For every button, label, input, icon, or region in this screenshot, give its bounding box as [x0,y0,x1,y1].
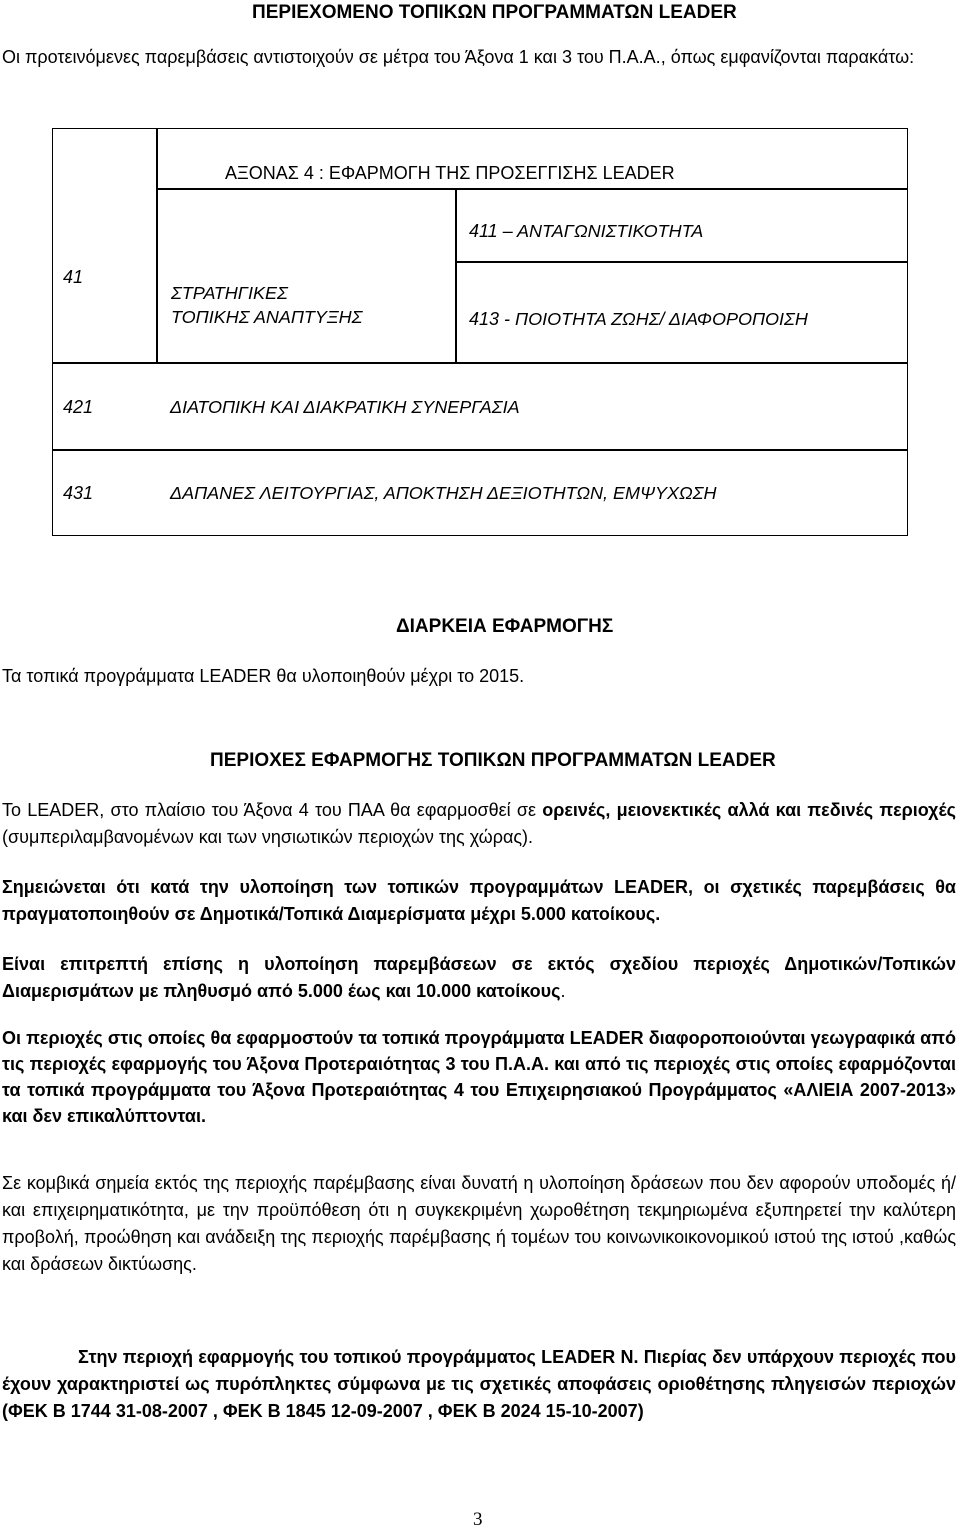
regions-paragraph-3: Είναι επιτρεπτή επίσης η υλοποίηση παρεμβάσεων σε εκτός σχεδίου περιοχές Δημοτικών/Τοπικών Διαμερισμάτων με πληθυσμό από 5.000 έως και 10.000 κατοίκους. [2,954,956,1001]
measure-421-label: ΔΙΑΤΟΠΙΚΗ ΚΑΙ ΔΙΑΚΡΑΤΙΚΗ ΣΥΝΕΡΓΑΣΙΑ [170,397,520,417]
regions-heading: ΠΕΡΙΟΧΕΣ ΕΦΑΡΜΟΓΗΣ ΤΟΠΙΚΩΝ ΠΡΟΓΡΑΜΜΑΤΩΝ LEADER [210,750,776,771]
measure-413: 413 - ΠΟΙΟΤΗΤΑ ΖΩΗΣ/ ΔΙΑΦΟΡΟΠΟΙΣΗ [469,309,808,329]
axis-header: ΑΞΟΝΑΣ 4 : ΕΦΑΡΜΟΓΗ ΤΗΣ ΠΡΟΣΕΓΓΙΣΗΣ LEADER [225,163,675,183]
duration-heading: ΔΙΑΡΚΕΙΑ ΕΦΑΡΜΟΓΗΣ [396,616,614,637]
page-number: 3 [473,1509,483,1530]
measure-code-421: 421 [63,397,94,417]
intro-paragraph: Οι προτεινόμενες παρεμβάσεις αντιστοιχούν σε μέτρα του Άξονα 1 και 3 του Π.Α.Α., όπως εμφανίζονται παρακάτω: [2,47,915,67]
measure-411: 411 – ΑΝΤΑΓΩΝΙΣΤΙΚΟΤΗΤΑ [469,221,704,241]
regions-paragraph-4: Οι περιοχές στις οποίες θα εφαρμοστούν τα τοπικά προγράμματα LEADER διαφοροποιούνται γεωγραφικά από τις περιοχές εφαρμογής του Άξονα Προτεραιότητας 3 του Π.Α.Α. και από τις περιοχές στις οποίες εφαρμόζονται τα τοπικά προγράμματα του Άξονα Προτεραιότητας 4 του Επιχειρησιακού Προγράμματος «ΑΛΙΕΙΑ 2007-2013» και δεν επικαλύπτονται. [2,1028,956,1126]
strategies-label-line2: ΤΟΠΙΚΗΣ ΑΝΑΠΤΥΞΗΣ [171,307,363,327]
regions-paragraph-6: Στην περιοχή εφαρμογής του τοπικού προγράμματος LEADER Ν. Πιερίας δεν υπάρχουν περιοχές που έχουν χαρακτηριστεί ως πυρόπληκτες σύμφωνα με τις σχετικές αποφάσεις οριοθέτησης πληγεισών περιοχών (ΦΕΚ Β 1744 31-08-2007 , ΦΕΚ Β 1845 12-09-2007 , ΦΕΚ Β 2024 15-10-2007) [2,1347,956,1421]
duration-text: Τα τοπικά προγράμματα LEADER θα υλοποιηθούν μέχρι το 2015. [2,666,525,686]
regions-paragraph-1: Το LEADER, στο πλαίσιο του Άξονα 4 του ΠΑΑ θα εφαρμοσθεί σε ορεινές, μειονεκτικές αλλά και πεδινές περιοχές (συμπεριλαμβανομένων και των νησιωτικών περιοχών της χώρας). [2,800,956,847]
page-title: ΠΕΡΙΕΧΟΜΕΝΟ ΤΟΠΙΚΩΝ ΠΡΟΓΡΑΜΜΑΤΩΝ LEADER [252,2,737,23]
measure-431-label: ΔΑΠΑΝΕΣ ΛΕΙΤΟΥΡΓΙΑΣ, ΑΠΟΚΤΗΣΗ ΔΕΞΙΟΤΗΤΩΝ, ΕΜΨΥΧΩΣΗ [170,483,717,503]
measure-code-431: 431 [63,483,94,503]
axis-table [52,128,908,536]
measure-code-41: 41 [63,267,84,287]
regions-paragraph-5: Σε κομβικά σημεία εκτός της περιοχής παρέμβασης είναι δυνατή η υλοποίηση δράσεων που δεν αφορούν υποδομές ή/και επιχειρηματικότητα, με την προϋπόθεση ότι η συγκεκριμένη χωροθέτηση τεκμηριωμένα εξυπηρετεί την καλύτερη προβολή, προώθηση και ανάδειξη της περιοχής παρέμβασης ή τομέων του κοινωνικοικονομικού ιστού της ιστού ,καθώς και δράσεων δικτύωσης. [2,1173,956,1274]
regions-paragraph-2: Σημειώνεται ότι κατά την υλοποίηση των τοπικών προγραμμάτων LEADER, οι σχετικές παρεμβάσεις θα πραγματοποιηθούν σε Δημοτικά/Τοπικά Διαμερίσματα μέχρι 5.000 κατοίκους. [2,877,956,924]
strategies-label-line1: ΣΤΡΑΤΗΓΙΚΕΣ [171,283,288,303]
